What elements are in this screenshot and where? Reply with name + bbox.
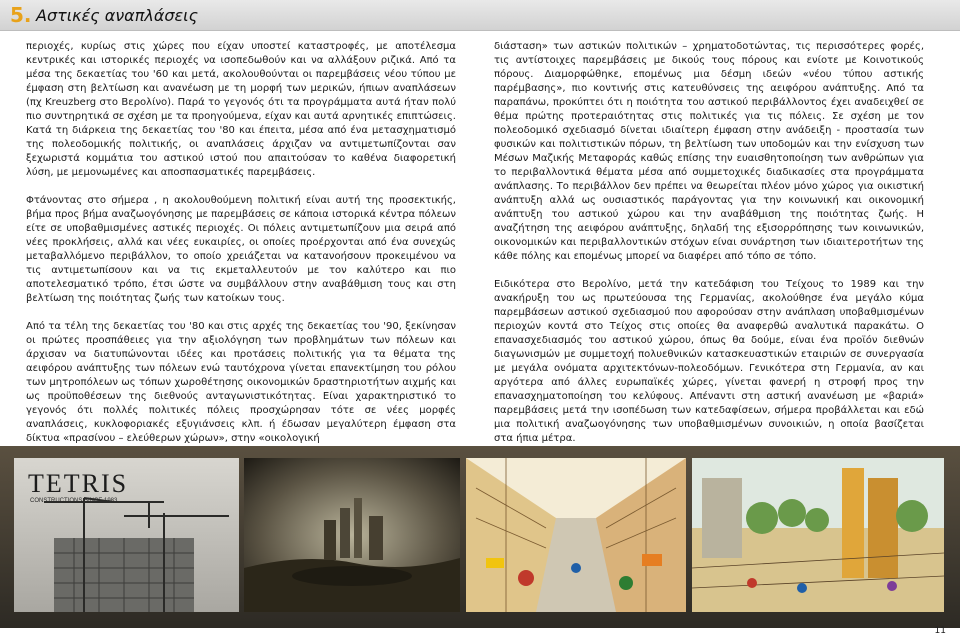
boulevard-sketch-image bbox=[692, 458, 944, 612]
image-strip bbox=[0, 446, 960, 628]
section-title: Αστικές αναπλάσεις bbox=[36, 6, 198, 25]
left-text-column bbox=[26, 40, 456, 446]
right-text-column bbox=[494, 40, 924, 446]
tetris-logo-subtext: CONSTRUCTIONS SINCE 1983 bbox=[30, 498, 118, 504]
street-sketch-image bbox=[466, 458, 686, 612]
section-number: 5. bbox=[10, 3, 32, 27]
page-number: 11 bbox=[934, 626, 946, 636]
left-paragraph-1: περιοχές, κυρίως στις χώρες που είχαν υποστεί καταστροφές, με αποτέλεσμα κεντρικές και ιστορικές περιοχές να ισοπεδωθούν και να αλλάξουν ριζικά. Από τα μέσα της δεκαετίας του '60 και μετά, ακολουθούνται οι παρεμβάσεις νέου τύπου με έμφαση στη βελτίωση και ανανέωση με τη μορφή των μερικών, ήπιων αναπλάσεων (πχ Kreuzberg στο Βερολίνο). Παρά το γεγονός ότι τα προγράμματα αυτά ήταν πολύ πιο συντηρητικά σε σχέση με τα προηγούμενα, είχαν και αυτά αρνητικές επιπτώσεις. Κατά τη διάρκεια της δεκαετίας του '80 και έπειτα, μέσα από ένα μετασχηματισμό της πολεοδομικής πολιτικής, οι αναπλάσεις άρχιζαν να αντιμετωπίζονται σαν ξεχωριστά κομμάτια του αστικού ιστού που απαιτούσαν το καθένα διαφορετική λύση, με μεμονωμένες και αποσπασματικές παρεμβάσεις. bbox=[26, 41, 456, 178]
right-paragraph-2: Ειδικότερα στο Βερολίνο, μετά την κατεδάφιση του Τείχους το 1989 και την ανακήρυξη του ως πρωτεύουσα της Γερμανίας, ακολούθησε ένα μεγάλο κύμα παρεμβάσεων αστικού σχεδιασμού που αφορούσαν στην ανάπλαση υποβαθμισμένων περιοχών κοντά στο Τείχος στις οποίες θα αναφερθώ αναλυτικά παρακάτω. Ο επανασχεδιασμός του αστικού χώρου, όπως θα δούμε, είναι ένα προϊόν διεθνών διαγωνισμών με συμμετοχή πολυεθνικών κατασκευαστικών εταιριών σε συνεργασία με μεγάλα ονόματα αρχιτεκτόνων-πολεοδόμων. Γενικότερα στη Γερμανία, αν και αργότερα από άλλες ευρωπαϊκές χώρες, γίνεται φανερή η στροφή προς την επανασχηματοποίηση του κελύφους. Απέναντι στη αστική ανανέωση με «βαριά» παρεμβάσεις μετά την ισοπέδωση των κατεδαφίσεων, σήμερα προβάλλεται και εδώ μια πολιτική αναζωογόνησης των υποβαθμισμένων συνοικιών, η οποία βασίζεται στα ήπια μέτρα. bbox=[494, 279, 924, 444]
right-paragraph-1: διάσταση» των αστικών πολιτικών – χρηματοδοτώντας, τις περισσότερες φορές, τις αντίστοιχες παρεμβάσεις με δικούς τους πόρους και ενίοτε με Κοινοτικούς πόρους. Διαμορφώθηκε, επομένως μια δέσμη ιδεών «νέου τύπου αστικής παρέμβασης», πιο κοντινής στις κατευθύνσεις της αειφόρου ανάπτυξης. Από τα παραπάνω, προκύπτει ότι η ποιότητα του αστικού περιβάλλοντος έχει αναδειχθεί σε θέμα πρώτης προτεραιότητας στις πολιτικές για τις πόλεις. Σε σχέση με τον πολεοδομικό σχεδιασμό δίνεται ιδιαίτερη έμφαση στην ανάδειξη - προστασία των φυσικών και πολιτιστικών πόρων, τη βελτίωση των υποδομών και την ενίσχυση των Μέσων Μαζικής Μεταφοράς καθώς επίσης την ευαισθητοποίηση των ανθρώπων για το περιβαλλοντικά θέματα μέσα από συμμετοχικές διαδικασίες στα προγράμματα ανάπλασης. Το περιβάλλον δεν πρέπει να θεωρείται πλέον μόνο χώρος για οικιστική ανάπτυξη αλλά ως ουσιαστικός παράγοντας για την κοινωνική και οικονομική ανάπτυξη του αστικού χώρου και την αναβάθμιση της ποιότητας ζωής. Η αναζήτηση της αειφόρου ανάπτυξης, δηλαδή της εξισορρόπησης των κοινωνικών, οικονομικών και περιβαλλοντικών στόχων είναι συνάρτηση των ιδιαιτεροτήτων της κάθε πόλης και επομένως μπορεί να διαφέρει από τόπο σε τόπο. bbox=[494, 41, 924, 262]
tetris-logo: TETRIS bbox=[28, 469, 129, 498]
left-paragraph-3: Από τα τέλη της δεκαετίας του '80 και στις αρχές της δεκαετίας του '90, ξεκίνησαν οι πρώτες προσπάθειες για την αξιολόγηση των προβλημάτων των πόλεων και άρχισαν να διατυπώνονται ιδέες και προτάσεις πολιτικής για τα θέματα της αειφόρου ανάπτυξης των πόλεων ενώ ταυτόχρονα γίνεται επανεκτίμηση του ρόλου των μητροπόλεων ως τόπων χωροθέτησης οικονομικών δραστηριοτήτων αιχμής και ως προϋποθέσεων της διεθνούς ανταγωνιστικότητας. Είναι χαρακτηριστικό το γεγονός ότι πολλές πολιτικές πόλεις προσχώρησαν τότε σε νέες μορφές αναπλάσεις, κυκλοφοριακές εξυγιάνσεις κλπ. ή έδωσαν μεγαλύτερη έμφαση στα δίκτυα «πρασίνου – ελεύθερων χώρων», στην «οικολογική bbox=[26, 321, 456, 444]
construction-cranes-image bbox=[14, 458, 239, 612]
header-bar bbox=[0, 0, 960, 31]
left-paragraph-2: Φτάνοντας στο σήμερα , η ακολουθούμενη πολιτική είναι αυτή της προσεκτικής, βήμα προς βήμα αναζωογόνησης με παρεμβάσεις σε κάποια ιστορικά κέντρα πόλεων είτε σε υποβαθμισμένες αστικές περιοχές. Οι πόλεις αντιμετωπίζουν μια σειρά από νέες προκλήσεις, αλλά και νέες ευκαιρίες, οι οποίες προέρχονται από ένα συνεχώς μεταβαλλόμενο περιβάλλον, το οποίο χρειάζεται να κατανοήσουν προκειμένου να τις αντιμετωπίσουν και να τις εκμεταλλευτούν με τον καλύτερο και πιο αποτελεσματικό τρόπο, έτσι ώστε να συμβάλλουν στην αναβάθμιση τους και στη βελτίωση της ποιότητας ζωής των κατοίκων τους. bbox=[26, 195, 456, 304]
surreal-landscape-image bbox=[244, 458, 460, 612]
